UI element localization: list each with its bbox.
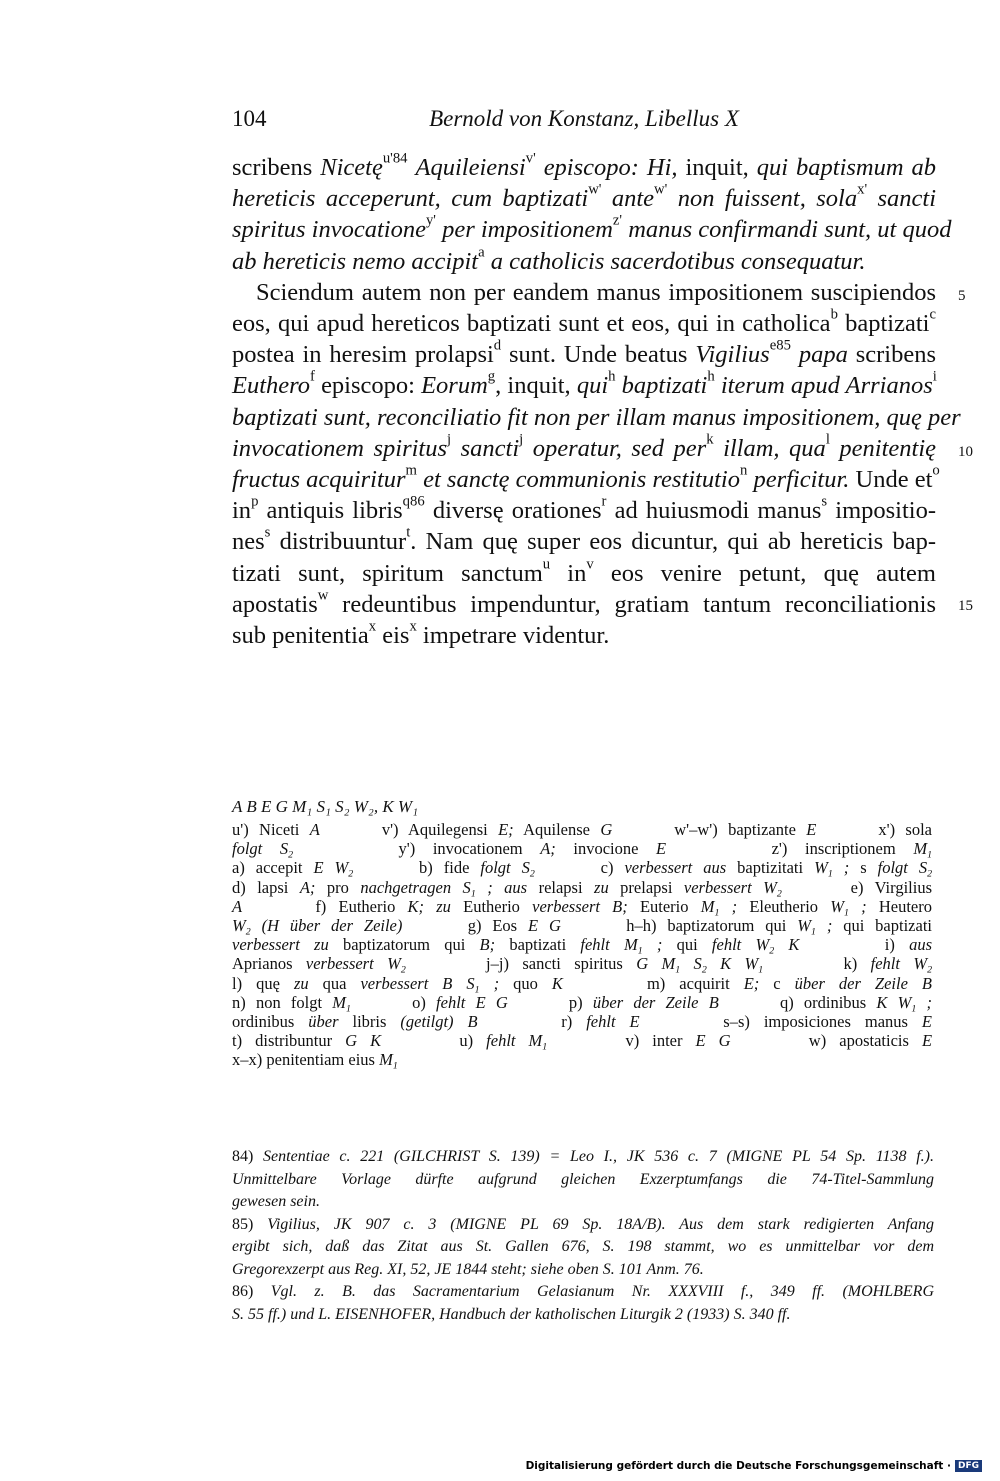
critical-apparatus bbox=[232, 820, 932, 1070]
apparatus-line: n) non folgt $M_1$ o) fehlt E G p) über der Zeile B q) ordinibus K $W_1$ ; bbox=[232, 992, 933, 1015]
apparatus-line: ordinibus über libris (getilgt) B r) fehlt E s–s) imposiciones manus E bbox=[232, 1012, 932, 1032]
text-line: tizati sunt, spiritum sanctum$^u$ $in^v$ eos venire petunt, quę autem bbox=[232, 556, 936, 587]
apparatus-line: t) distribuntur G K u) fehlt $M_1$ v) inter E G w) apostaticis E bbox=[232, 1031, 933, 1053]
apparatus-line: A f) Eutherio K; zu Eutherio verbessert B; Euterio $M_1$ ; Eleutherio $W_1$ ; Heutero bbox=[232, 896, 932, 919]
apparatus-line: d) lapsi A; pro nachgetragen $S_1$ ; aus relapsi zu prelapsi verbessert $W_2$ e) Virgilius bbox=[232, 877, 933, 900]
main-text bbox=[232, 150, 961, 651]
text-line: baptizati sunt, reconciliatio fit non per illam manus impositionem, quę per bbox=[232, 403, 961, 431]
digitization-footer bbox=[526, 1460, 982, 1472]
source-notes bbox=[232, 1146, 934, 1326]
text-line: fructus acquiritur$^m$ et sanctę communionis restitutio$^n$ perficitur. Unde $et^o$ bbox=[232, 462, 940, 494]
note-line: Gregorexzerpt aus Reg. XI, 52, JE 1844 steht; siehe oben S. 101 Anm. 76. bbox=[232, 1260, 704, 1278]
text-line: sub penitentia$^x$ eis$^x$ impetrare videntur. bbox=[232, 618, 610, 650]
apparatus-line: $W_2$ (H über der Zeile) g) Eos E G h–h) baptizatorum qui $W_1$ ; qui baptizati bbox=[232, 916, 932, 938]
text-line: nes$^s$ distribuuntur$^t$. Nam quę super eos dicuntur, qui ab hereticis bap- bbox=[232, 524, 936, 556]
dfg-logo: DFG bbox=[955, 1460, 982, 1472]
apparatus-line: folgt $S_2$ y') invocationem A; invocione E z') inscriptionem $M_1$ bbox=[232, 839, 932, 861]
text-line: scribens Nicetę$^{u'84}$ Aquileiensi$^{v'}$ episcopo: Hi, inquit, qui baptismum ab bbox=[232, 150, 937, 181]
text-line: eos, qui apud hereticos baptizati sunt et eos, qui in catholica$^b$ baptizati$^c$ bbox=[232, 306, 936, 338]
text-line: Euthero$^f$ episcopo: Eorum$^g$, inquit, qui$^h$ baptizati$^h$ iterum apud Arrianos$^i$ bbox=[232, 368, 937, 400]
text-line: ab hereticis nemo accipit$^a$ a catholicis sacerdotibus consequatur. bbox=[232, 244, 866, 275]
text-line: invocationem spiritus$^j$ sancti$^j$ operatur, sed per$^k$ illam, qua$^l$ penitentię bbox=[232, 431, 937, 462]
line-number: 15 bbox=[958, 598, 973, 614]
apparatus-line: l) quę zu qua verbessert B $S_1$ ; quo K m) acquirit E; c über der Zeile B bbox=[232, 973, 933, 996]
note-line: 84) Sententiae c. 221 (GILCHRIST S. 139) = Leo I., JK 536 c. 7 (MIGNE PL 54 Sp. 1138 f.). bbox=[232, 1148, 934, 1165]
page-number: 104 bbox=[232, 106, 267, 131]
text-line: $in^p$ antiquis libris$^{q86}$ diversę orationes$^r$ ad huiusmodi manus$^s$ impositio- bbox=[232, 493, 936, 525]
apparatus-line: Aprianos verbessert $W_2$ j–j) sancti spiritus G $M_1$ $S_2$ K $W_1$ k) fehlt $W_2$ bbox=[232, 954, 933, 976]
note-line: 86) Vgl. z. B. das Sacramentarium Gelasianum Nr. XXXVIII f., 349 ff. (MOHLBERG bbox=[232, 1283, 934, 1300]
apparatus-line: verbessert zu baptizatorum qui B; baptizati fehlt $M_1$ ; qui fehlt $W_2$ K i) aus bbox=[232, 935, 933, 957]
footer-text: Digitalisierung gefördert durch die Deutsche Forschungsgemeinschaft · bbox=[525, 1460, 951, 1472]
running-title: Bernold von Konstanz, Libellus X bbox=[429, 106, 739, 131]
text-line: hereticis acceperunt, cum baptizati$^{w'}$ ante$^{w'}$ non fuissent, sola$^{x'}$ sancti bbox=[232, 181, 937, 213]
page-header bbox=[232, 106, 936, 140]
text-line: postea in heresim prolapsi$^d$ sunt. Unde beatus Vigilius$^{e85}$ papa scribens bbox=[232, 337, 937, 369]
note-line: S. 55 ff.) und L. EISENHOFER, Handbuch der katholischen Liturgik 2 (1933) S. 340 ff. bbox=[232, 1305, 791, 1323]
apparatus-line: x–x) penitentiam eius $M_1$ bbox=[232, 1050, 398, 1072]
note-line: 85) Vigilius, JK 907 c. 3 (MIGNE PL 69 Sp. 18A/B). Aus dem stark redigierten Anfang bbox=[232, 1215, 934, 1233]
apparatus-line: a) accepit E $W_2$ b) fide folgt $S_2$ c) verbessert aus baptizitati $W_1$ ; s folgt $S_2$ bbox=[232, 858, 933, 880]
note-line: Unmittelbare Vorlage dürfte aufgrund gleichen Exzerptumfangs die 74-Titel-Sammlung bbox=[232, 1170, 934, 1188]
line-number: 5 bbox=[958, 288, 966, 304]
text-line: Sciendum autem non per eandem manus impositionem suscipiendos bbox=[256, 278, 936, 306]
note-line: ergibt sich, daß das Zitat aus St. Gallen 676, S. 198 stammt, wo es unmittelbar vor dem bbox=[232, 1238, 934, 1255]
text-line: apostatis$^w$ redeuntibus impenduntur, gratiam tantum reconciliationis bbox=[232, 587, 936, 618]
line-number: 10 bbox=[958, 444, 973, 460]
text-line: spiritus invocatione$^{y'}$ per impositionem$^{z'}$ manus confirmandi sunt, ut quod bbox=[232, 212, 952, 244]
note-line: gewesen sein. bbox=[232, 1193, 320, 1210]
apparatus-line: u') Niceti A v') Aquilegensi E; Aquilense G w'–w') baptizante E x') sola bbox=[232, 820, 932, 839]
sigla-line: A B E G M₁ S₁ S₂ W₂, K W₁ bbox=[232, 797, 418, 816]
